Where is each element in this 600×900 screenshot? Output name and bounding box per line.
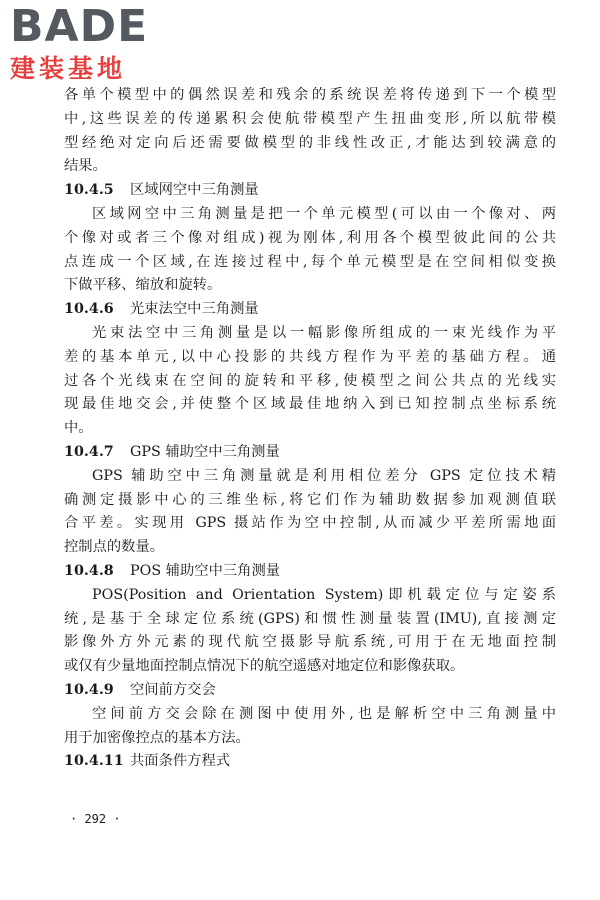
section-heading: [64, 560, 556, 584]
paragraph: [64, 84, 556, 179]
text-line: 统,是基于全球定位系统(GPS)和惯性测量装置(IMU),直接测定: [64, 610, 556, 627]
text-line: 中。: [64, 420, 93, 437]
text-line: 区域网空中三角测量是把一个单元模型(可以由一个像对、两: [92, 205, 556, 222]
text-line: 中,这些误差的传递累积会使航带模型产生扭曲变形,所以航带模: [64, 110, 556, 127]
paragraph: [64, 584, 556, 679]
paragraph: [64, 465, 556, 560]
text-line: 型经绝对定向后还需要做模型的非线性改正,才能达到较满意的: [64, 134, 556, 151]
section-heading: [64, 750, 556, 774]
section-heading: [64, 179, 556, 203]
section-title: GPS 辅助空中三角测量: [130, 443, 280, 460]
text-line: 影像外方外元素的现代航空摄影导航系统,可用于在无地面控制: [64, 634, 556, 651]
text-line: 差的基本单元,以中心投影的共线方程作为平差的基础方程。通: [64, 348, 556, 365]
section-number: 10.4.8: [64, 562, 114, 579]
section-title: 共面条件方程式: [130, 753, 231, 770]
section-number: 10.4.11: [64, 753, 124, 770]
text-line: 或仅有少量地面控制点情况下的航空遥感对地定位和影像获取。: [64, 658, 465, 675]
paragraph: [64, 322, 556, 441]
section-number: 10.4.6: [64, 301, 114, 318]
section-heading: [64, 679, 556, 703]
logo-subtitle: 建装基地: [10, 54, 127, 83]
text-line: 控制点的数量。: [64, 539, 165, 556]
paragraph: [64, 203, 556, 298]
section-number: 10.4.5: [64, 182, 114, 199]
bade-logo: [10, 1, 185, 96]
text-line: 点连成一个区域,在连接过程中,每个单元模型是在空间相似变换: [64, 253, 556, 270]
text-line: POS(Position and Orientation System)即机载定位与定姿系: [92, 586, 556, 603]
page-number: · 292 ·: [70, 812, 121, 826]
section-title: 区域网空中三角测量: [130, 182, 259, 199]
text-line: 空间前方交会除在测图中使用外,也是解析空中三角测量中: [92, 705, 556, 722]
text-line: 现最佳地交会,并使整个区域最佳地纳入到已知控制点坐标系统: [64, 396, 556, 413]
text-line: 合平差。实现用 GPS 摄站作为空中控制,从而减少平差所需地面: [64, 515, 556, 532]
text-line: GPS 辅助空中三角测量就是利用相位差分 GPS 定位技术精: [92, 467, 556, 484]
logo-mark: BADE: [10, 1, 149, 52]
paragraph: [64, 703, 556, 751]
section-title: POS 辅助空中三角测量: [130, 562, 281, 579]
section-number: 10.4.9: [64, 681, 114, 698]
text-line: 个像对或者三个像对组成)视为刚体,利用各个模型彼此间的公共: [64, 229, 556, 246]
text-line: 过各个光线束在空间的旋转和平移,使模型之间公共点的光线实: [64, 372, 556, 389]
text-line: 确测定摄影中心的三维坐标,将它们作为辅助数据参加观测值联: [64, 491, 556, 508]
section-title: 光束法空中三角测量: [130, 301, 259, 318]
text-line: 下做平移、缩放和旋转。: [64, 277, 222, 294]
text-line: 各单个模型中的偶然误差和残余的系统误差将传递到下一个模型: [64, 87, 556, 103]
text-line: 用于加密像控点的基本方法。: [64, 729, 250, 746]
page-body: [64, 84, 556, 774]
section-title: 空间前方交会: [130, 681, 216, 698]
section-heading: [64, 298, 556, 322]
text-line: 结果。: [64, 158, 107, 175]
text-line: 光束法空中三角测量是以一幅影像所组成的一束光线作为平: [92, 324, 556, 341]
section-heading: [64, 441, 556, 465]
section-number: 10.4.7: [64, 443, 114, 460]
